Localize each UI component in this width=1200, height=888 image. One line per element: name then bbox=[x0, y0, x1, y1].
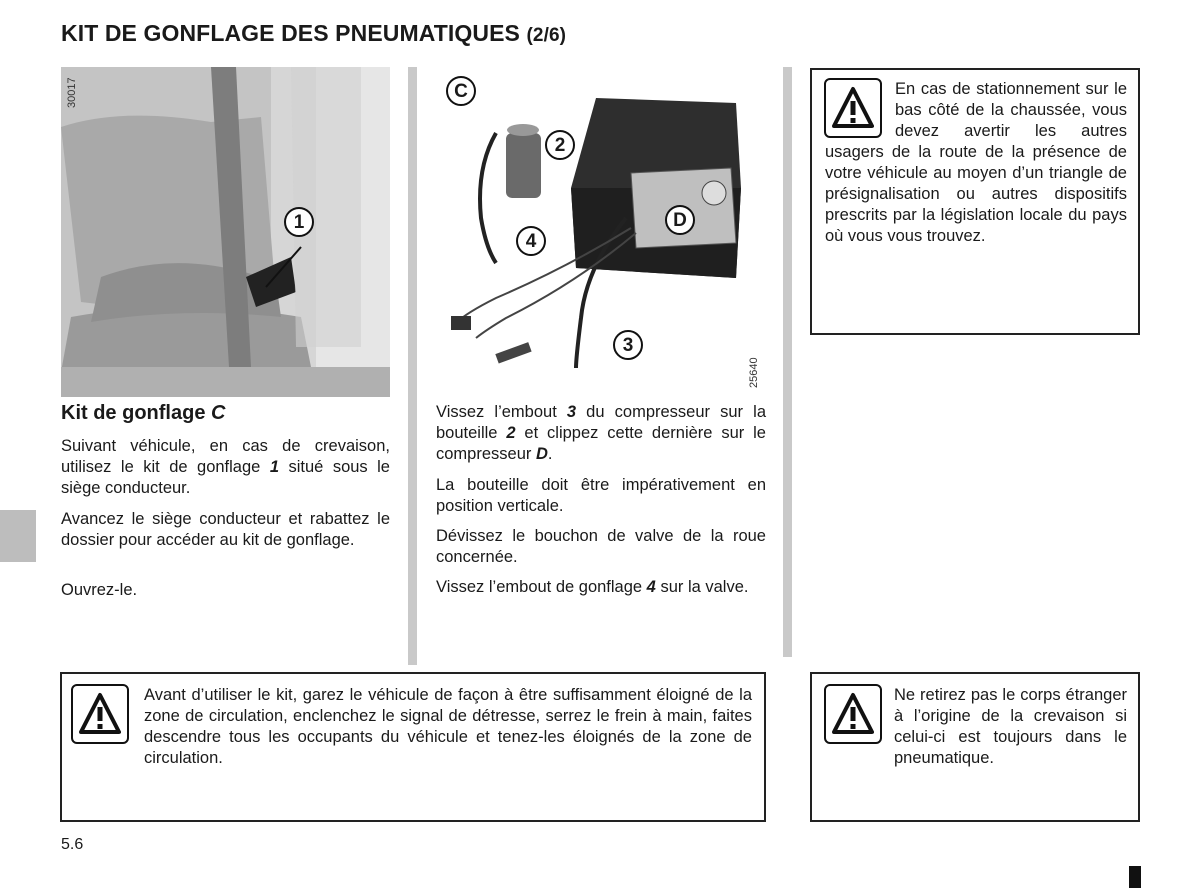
callout-3: 3 bbox=[613, 330, 643, 360]
paragraph-valve-cap: Dévissez le bouchon de valve de la roue concernée. bbox=[436, 527, 766, 566]
chapter-tab bbox=[0, 510, 36, 562]
warning-box-parking bbox=[810, 68, 1140, 335]
callout-2: 2 bbox=[545, 130, 575, 160]
warning-text-before-use: Avant d’utiliser le kit, garez le véhicule de façon à être suffisamment éloigné de la zone de circulation, enclenchez le signal de détresse, serrez le frein à main, faites descendre tous les occupants du véhicule et tenez-les éloignés de la zone de circulation. bbox=[144, 686, 752, 767]
column-separator-right bbox=[783, 67, 792, 657]
column-separator-left bbox=[408, 67, 417, 665]
warning-text-parking: En cas de stationnement sur le bas côté de la chaussée, vous devez avertir les autres usagers de la route de la présence de votre véhicule au moyen d’un triangle de présignalisation ou autres dispositifs prescrits par la législation locale du pays où vous vous trouvez. bbox=[825, 80, 1127, 245]
paragraph-kit-location: Suivant véhicule, en cas de crevaison, utilisez le kit de gonflage 1 situé sous le siège conducteur. bbox=[61, 437, 390, 497]
paragraph-screw-hose: Vissez l’embout 3 du compresseur sur la bouteille 2 et clippez cette dernière sur le compresseur D. bbox=[436, 403, 766, 463]
page-title: KIT DE GONFLAGE DES PNEUMATIQUES (2/6) bbox=[61, 20, 567, 46]
callout-1: 1 bbox=[284, 207, 314, 237]
warning-box-before-use bbox=[60, 672, 766, 822]
callout-d: D bbox=[665, 205, 695, 235]
paragraph-open: Ouvrez-le. bbox=[61, 581, 138, 599]
paragraph-screw-inflation: Vissez l’embout de gonflage 4 sur la valve. bbox=[436, 578, 749, 596]
warning-triangle-icon bbox=[71, 684, 129, 744]
section-heading: Kit de gonflage C bbox=[61, 402, 226, 424]
figure-ref-code-left: 30017 bbox=[66, 77, 78, 108]
page-of-indicator: (2/6) bbox=[526, 25, 567, 46]
paragraph-bottle-vertical: La bouteille doit être impérativement en position verticale. bbox=[436, 476, 766, 515]
paragraph-seat-access: Avancez le siège conducteur et rabattez le dossier pour accéder au kit de gonflage. bbox=[61, 510, 390, 549]
warning-text-foreign-object: Ne retirez pas le corps étranger à l’origine de la crevaison si celui-ci est toujours dans le pneumatique. bbox=[894, 686, 1127, 767]
callout-4: 4 bbox=[516, 226, 546, 256]
page-edge-marker bbox=[1129, 866, 1141, 888]
page-number: 5.6 bbox=[61, 836, 84, 853]
figure-label-c: C bbox=[446, 76, 476, 106]
warning-triangle-icon bbox=[824, 684, 882, 744]
inflation-kit-photo bbox=[436, 68, 766, 398]
seat-photo bbox=[61, 67, 390, 397]
warning-box-foreign-object bbox=[810, 672, 1140, 822]
figure-ref-code-right: 25640 bbox=[748, 357, 760, 388]
